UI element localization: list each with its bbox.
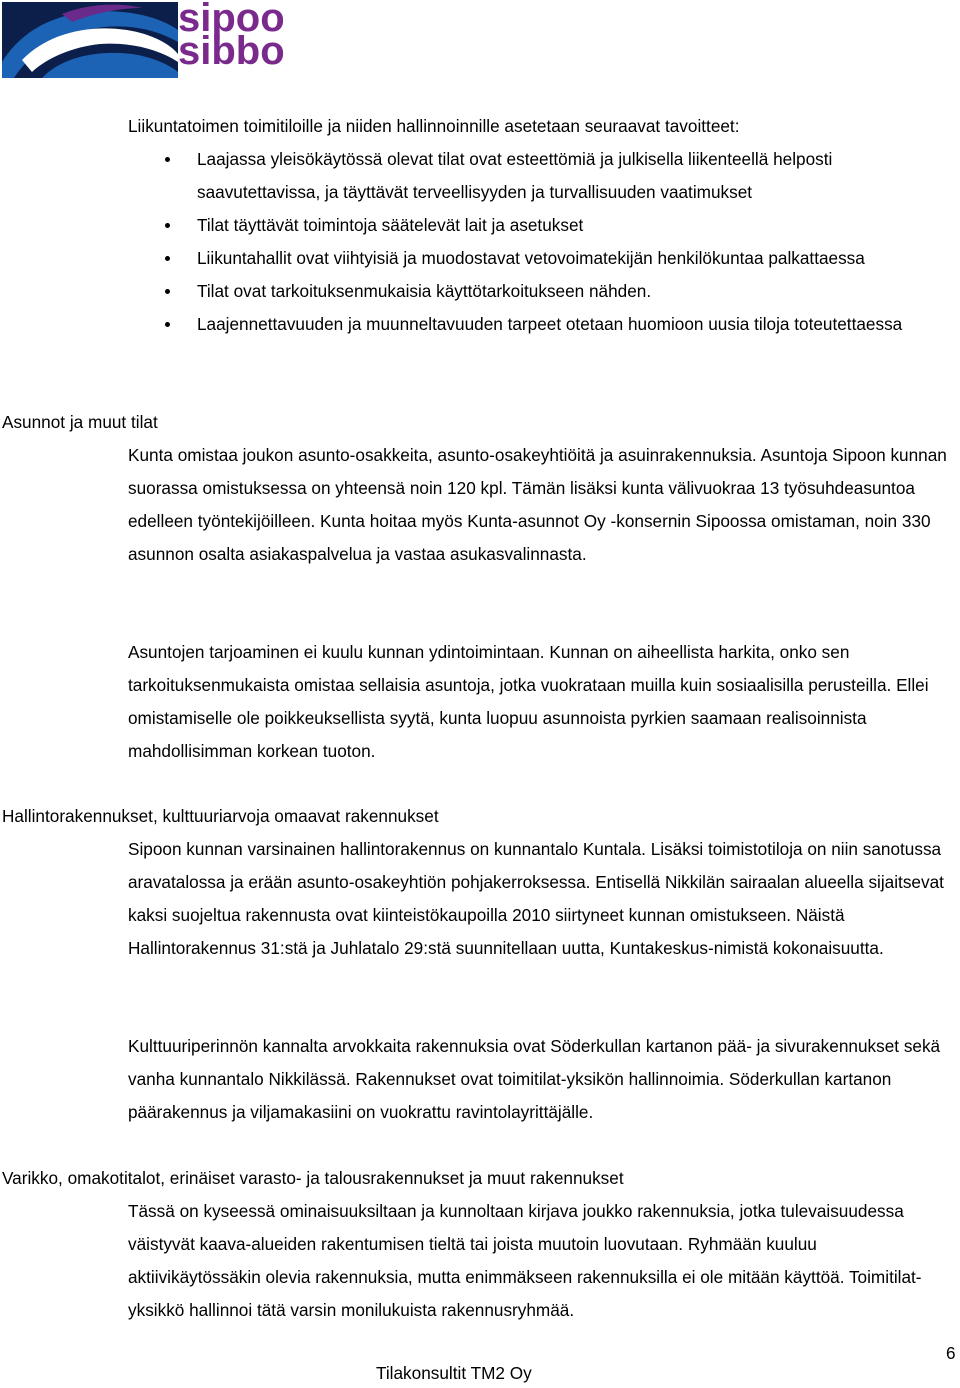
logo-text-sipoo: sipoo [178,0,285,40]
paragraph-text: Sipoon kunnan varsinainen hallintorakennus on kunnantalo Kuntala. Lisäksi toimistotiloja on niin sanotussa aravatalossa ja erään asunto-osakeyhtiön pohjakerroksessa. Entisellä Nikkilän sairaalan alueella sijaitsevat kaksi suojeltua rakennusta ovat kiinteistökaupoilla 2010 siirtyneet kunnan omistukseen. Näistä Hallintorakennus 31:stä ja Juhlatalo 29:stä suunnitellaan uutta, Kuntakeskus-nimistä kokonaisuutta. [128,839,944,958]
bullet-icon [165,157,170,162]
logo-text-sibbo: sibbo [178,29,285,73]
housing-paragraph-1 [128,439,948,571]
logo-swoosh-icon [2,2,178,78]
list-item [128,209,948,242]
list-item [128,242,948,275]
footer-company: Tilakonsultit TM2 Oy [376,1363,532,1383]
list-item-text: Tilat täyttävät toimintoja säätelevät lait ja asetukset [197,214,584,235]
section-heading-depot: Varikko, omakotitalot, erinäiset varasto- ja talousrakennukset ja muut rakennukset [2,1168,624,1188]
list-item [128,275,948,308]
intro-lead [128,110,948,143]
paragraph-text: Kunta omistaa joukon asunto-osakkeita, asunto-osakeyhtiöitä ja asuinrakennuksia. Asuntoja Sipoon kunnan suorassa omistuksessa on yhteensä noin 120 kpl. Tämän lisäksi kunta välivuokraa 13 työsuhdeasuntoa edelleen työntekijöilleen. Kunta hoitaa myös Kunta-asunnot Oy -konsernin Sipoossa omistaman, noin 330 asunnon osalta asiakaspalvelua ja vastaa asukasvalinnasta. [128,445,947,564]
bullet-icon [165,223,170,228]
admin-paragraph-2 [128,1030,948,1129]
sipoo-sibbo-logo [2,2,285,78]
bullet-icon [165,289,170,294]
paragraph-text: Tässä on kyseessä ominaisuuksiltaan ja kunnoltaan kirjava joukko rakennuksia, jotka tulevaisuudessa väistyvät kaava-alueiden rakentumisen tieltä tai joista muutoin luovutaan. Ryhmään kuuluu aktiivikäytössäkin olevia rakennuksia, mutta enimmäkseen rakennuksilla ei ole mitään käyttöä. Toimitilat-yksikkö hallinnoi tätä varsin monilukuista rakennusryhmää. [128,1201,922,1320]
admin-paragraph-1 [128,833,948,965]
bullet-icon [165,256,170,261]
list-item [128,143,948,209]
goals-list [128,143,948,340]
list-item-text: Liikuntahallit ovat viihtyisiä ja muodostavat vetovoimatekijän henkilökuntaa palkattaessa [197,247,865,268]
paragraph-text: Asuntojen tarjoaminen ei kuulu kunnan ydintoimintaan. Kunnan on aiheellista harkita, onko sen tarkoituksenmukaista omistaa sellaisia asuntoja, jotka vuokrataan muilla kuin sosiaalisilla perusteilla. Ellei omistamiselle ole poikkeuksellista syytä, kunta luopuu asunnoista pyrkien saamaan realisoinnista mahdollisimman korkean tuoton. [128,642,929,761]
paragraph-text: Kulttuuriperinnön kannalta arvokkaita rakennuksia ovat Söderkullan kartanon pää- ja sivurakennukset sekä vanha kunnantalo Nikkilässä. Rakennukset ovat toimitilat-yksikön hallinnoimia. Söderkullan kartanon päärakennus ja viljamakasiini on vuokrattu ravintolayrittäjälle. [128,1036,941,1122]
list-item-text: Tilat ovat tarkoituksenmukaisia käyttötarkoitukseen nähden. [197,280,652,301]
logo-wordmark [178,0,286,73]
housing-paragraph-2 [128,636,948,768]
depot-paragraph-1 [128,1195,948,1327]
list-item [128,308,948,341]
bullet-icon [165,322,170,327]
intro-lead-text: Liikuntatoimen toimitiloille ja niiden hallinnoinnille asetetaan seuraavat tavoitteet: [128,116,740,136]
section-heading-housing: Asunnot ja muut tilat [2,412,158,432]
list-item-text: Laajassa yleisökäytössä olevat tilat ovat esteettömiä ja julkisella liikenteellä helposti saavutettavissa, ja täyttävät terveellisyyden ja turvallisuuden vaatimukset [197,149,833,202]
list-item-text: Laajennettavuuden ja muunneltavuuden tarpeet otetaan huomioon uusia tiloja toteutettaessa [197,313,903,334]
page-number: 6 [946,1343,956,1363]
section-heading-admin: Hallintorakennukset, kulttuuriarvoja omaavat rakennukset [2,806,439,826]
